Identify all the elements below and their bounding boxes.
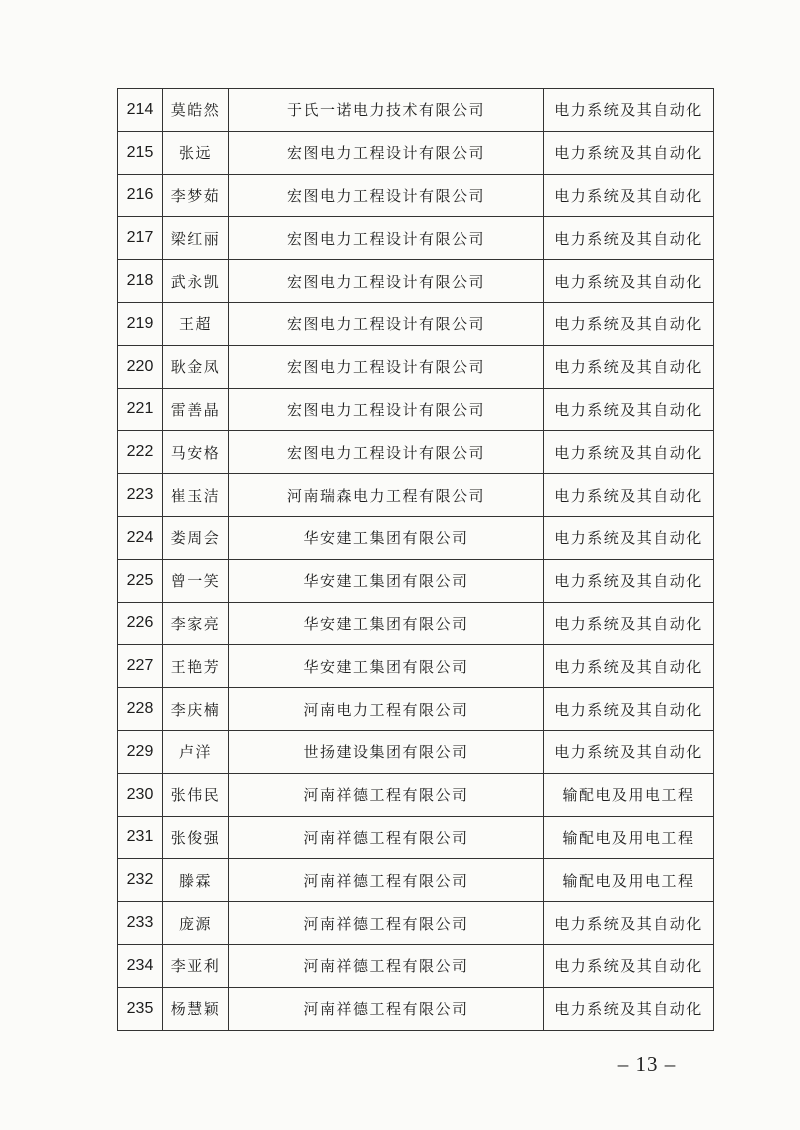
table-row [118, 388, 714, 431]
major-name: 电力系统及其自动化 [544, 688, 714, 731]
row-number: 234 [118, 944, 163, 987]
person-name: 马安格 [163, 431, 229, 474]
person-name: 武永凯 [163, 260, 229, 303]
person-name: 崔玉洁 [163, 474, 229, 517]
row-number: 223 [118, 474, 163, 517]
row-number: 233 [118, 902, 163, 945]
row-number: 216 [118, 174, 163, 217]
person-name: 李亚利 [163, 944, 229, 987]
major-name: 电力系统及其自动化 [544, 302, 714, 345]
person-name: 李庆楠 [163, 688, 229, 731]
company-name: 宏图电力工程设计有限公司 [229, 302, 544, 345]
major-name: 输配电及用电工程 [544, 859, 714, 902]
company-name: 华安建工集团有限公司 [229, 602, 544, 645]
major-name: 电力系统及其自动化 [544, 559, 714, 602]
person-name: 杨慧颖 [163, 987, 229, 1030]
table-row [118, 816, 714, 859]
company-name: 河南祥德工程有限公司 [229, 773, 544, 816]
person-name: 庞源 [163, 902, 229, 945]
table-row [118, 730, 714, 773]
row-number: 222 [118, 431, 163, 474]
major-name: 电力系统及其自动化 [544, 89, 714, 132]
major-name: 电力系统及其自动化 [544, 388, 714, 431]
person-name: 莫皓然 [163, 89, 229, 132]
company-name: 河南电力工程有限公司 [229, 688, 544, 731]
table-row [118, 474, 714, 517]
table-row [118, 431, 714, 474]
major-name: 电力系统及其自动化 [544, 217, 714, 260]
company-name: 宏图电力工程设计有限公司 [229, 388, 544, 431]
person-name: 耿金凤 [163, 345, 229, 388]
table-row [118, 559, 714, 602]
person-name: 王超 [163, 302, 229, 345]
row-number: 230 [118, 773, 163, 816]
company-name: 宏图电力工程设计有限公司 [229, 217, 544, 260]
person-name: 张远 [163, 131, 229, 174]
company-name: 宏图电力工程设计有限公司 [229, 431, 544, 474]
person-name: 李梦茹 [163, 174, 229, 217]
company-name: 河南祥德工程有限公司 [229, 902, 544, 945]
company-name: 河南瑞森电力工程有限公司 [229, 474, 544, 517]
row-number: 224 [118, 516, 163, 559]
major-name: 电力系统及其自动化 [544, 730, 714, 773]
company-name: 宏图电力工程设计有限公司 [229, 131, 544, 174]
row-number: 226 [118, 602, 163, 645]
major-name: 电力系统及其自动化 [544, 260, 714, 303]
company-name: 宏图电力工程设计有限公司 [229, 260, 544, 303]
table-row [118, 89, 714, 132]
major-name: 电力系统及其自动化 [544, 944, 714, 987]
company-name: 华安建工集团有限公司 [229, 516, 544, 559]
page-number: – 13 – [617, 1052, 677, 1076]
row-number: 228 [118, 688, 163, 731]
row-number: 214 [118, 89, 163, 132]
major-name: 输配电及用电工程 [544, 816, 714, 859]
company-name: 于氏一诺电力技术有限公司 [229, 89, 544, 132]
person-name: 雷善晶 [163, 388, 229, 431]
table-row [118, 944, 714, 987]
major-name: 电力系统及其自动化 [544, 987, 714, 1030]
row-number: 235 [118, 987, 163, 1030]
person-name: 张俊强 [163, 816, 229, 859]
row-number: 225 [118, 559, 163, 602]
table-row [118, 260, 714, 303]
table-row [118, 859, 714, 902]
company-name: 华安建工集团有限公司 [229, 559, 544, 602]
row-number: 219 [118, 302, 163, 345]
row-number: 220 [118, 345, 163, 388]
major-name: 电力系统及其自动化 [544, 431, 714, 474]
major-name: 电力系统及其自动化 [544, 174, 714, 217]
table-row [118, 987, 714, 1030]
table-row [118, 688, 714, 731]
row-number: 229 [118, 730, 163, 773]
major-name: 电力系统及其自动化 [544, 131, 714, 174]
table-row [118, 302, 714, 345]
person-name: 滕霖 [163, 859, 229, 902]
company-name: 宏图电力工程设计有限公司 [229, 345, 544, 388]
row-number: 221 [118, 388, 163, 431]
major-name: 电力系统及其自动化 [544, 516, 714, 559]
company-name: 河南祥德工程有限公司 [229, 816, 544, 859]
company-name: 华安建工集团有限公司 [229, 645, 544, 688]
row-number: 217 [118, 217, 163, 260]
table-row [118, 174, 714, 217]
person-name: 曾一笑 [163, 559, 229, 602]
row-number: 232 [118, 859, 163, 902]
table-row [118, 131, 714, 174]
personnel-table [117, 88, 714, 1031]
company-name: 世扬建设集团有限公司 [229, 730, 544, 773]
row-number: 215 [118, 131, 163, 174]
company-name: 河南祥德工程有限公司 [229, 987, 544, 1030]
table-row [118, 902, 714, 945]
company-name: 宏图电力工程设计有限公司 [229, 174, 544, 217]
major-name: 电力系统及其自动化 [544, 345, 714, 388]
company-name: 河南祥德工程有限公司 [229, 859, 544, 902]
major-name: 电力系统及其自动化 [544, 474, 714, 517]
table-row [118, 773, 714, 816]
table-body [118, 89, 714, 1031]
person-name: 李家亮 [163, 602, 229, 645]
row-number: 231 [118, 816, 163, 859]
table-row [118, 345, 714, 388]
person-name: 张伟民 [163, 773, 229, 816]
row-number: 218 [118, 260, 163, 303]
person-name: 王艳芳 [163, 645, 229, 688]
person-name: 梁红丽 [163, 217, 229, 260]
table-row [118, 217, 714, 260]
major-name: 电力系统及其自动化 [544, 902, 714, 945]
person-name: 卢洋 [163, 730, 229, 773]
table-row [118, 516, 714, 559]
company-name: 河南祥德工程有限公司 [229, 944, 544, 987]
major-name: 电力系统及其自动化 [544, 602, 714, 645]
row-number: 227 [118, 645, 163, 688]
person-name: 娄周会 [163, 516, 229, 559]
major-name: 输配电及用电工程 [544, 773, 714, 816]
table-row [118, 645, 714, 688]
table-row [118, 602, 714, 645]
major-name: 电力系统及其自动化 [544, 645, 714, 688]
